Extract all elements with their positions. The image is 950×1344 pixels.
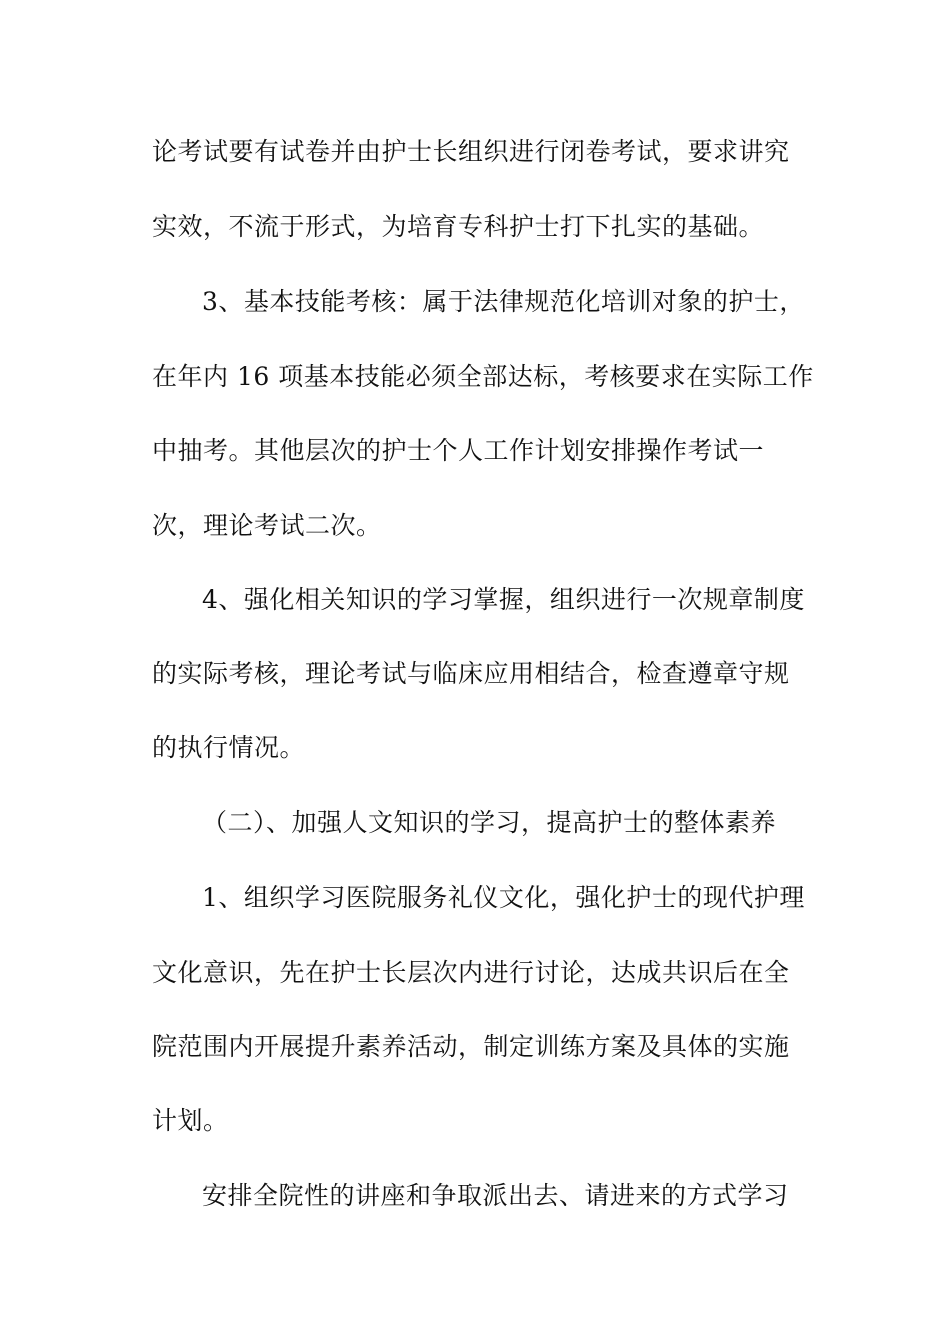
paragraph-line: 的实际考核，理论考试与临床应用相结合，检查遵章守规 (152, 659, 790, 688)
paragraph-line: 次，理论考试二次。 (152, 511, 382, 540)
paragraph-line: 3、基本技能考核：属于法律规范化培训对象的护士， (202, 287, 805, 316)
paragraph-line: 实效，不流于形式，为培育专科护士打下扎实的基础。 (152, 212, 765, 241)
paragraph-line: 4、强化相关知识的学习掌握，组织进行一次规章制度 (202, 585, 805, 614)
paragraph-line: 的执行情况。 (152, 733, 306, 762)
paragraph-line: 安排全院性的讲座和争取派出去、请进来的方式学习 (202, 1181, 789, 1210)
paragraph-line: 1、组织学习医院服务礼仪文化，强化护士的现代护理 (202, 883, 805, 912)
paragraph-line: 中抽考。其他层次的护士个人工作计划安排操作考试一 (152, 436, 765, 465)
paragraph-line: 论考试要有试卷并由护士长组织进行闭卷考试，要求讲究 (152, 137, 790, 166)
paragraph-line: 院范围内开展提升素养活动，制定训练方案及具体的实施 (152, 1032, 790, 1061)
paragraph-line: 文化意识，先在护士长层次内进行讨论，达成共识后在全 (152, 958, 790, 987)
section-heading: （二）、加强人文知识的学习，提高护士的整体素养 (202, 808, 777, 837)
paragraph-line: 在年内 16 项基本技能必须全部达标，考核要求在实际工作 (152, 362, 814, 391)
paragraph-line: 计划。 (152, 1106, 229, 1135)
